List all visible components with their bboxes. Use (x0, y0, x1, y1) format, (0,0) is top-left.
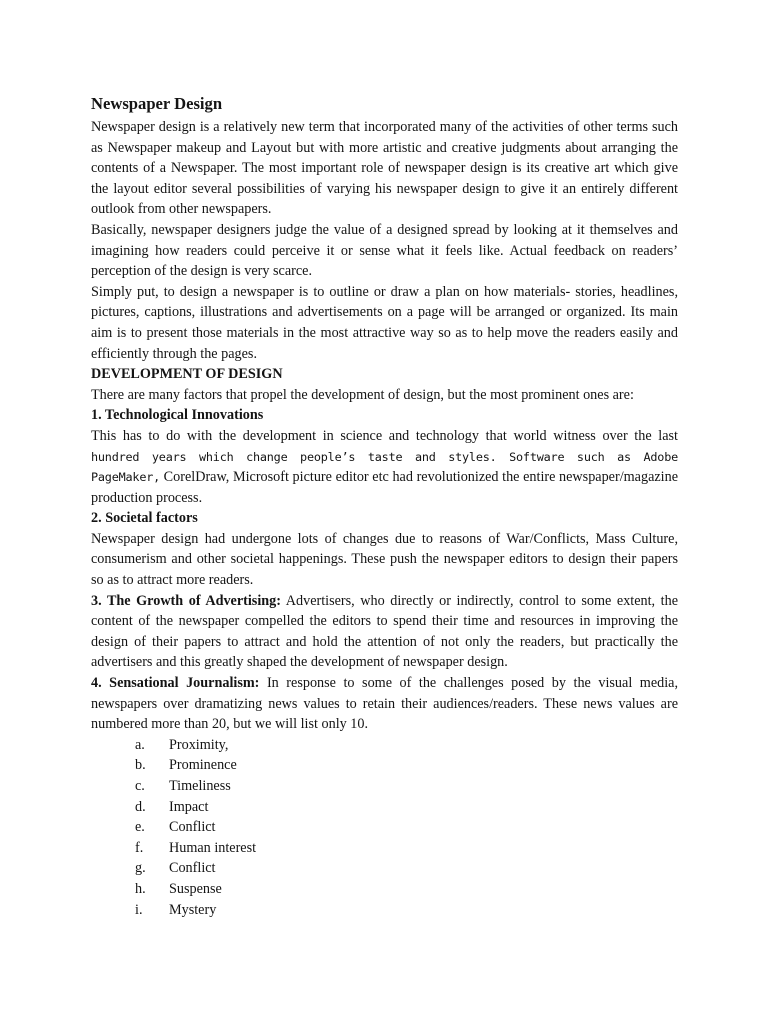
list-item-label: Proximity, (169, 736, 229, 753)
document-body (91, 93, 678, 920)
intro-paragraph-1: Newspaper design is a relatively new term that incorporated many of the activities of other terms such as Newspaper makeup and Layout but with more artistic and creative judgments about arranging the contents of a Newspaper. The most important role of newspaper design is its creative art which give the layout editor several possibilities of varying his newspaper design to give it an entirely different outlook from other newspapers. (91, 119, 678, 218)
news-values-list (91, 735, 678, 920)
factor-3-paragraph (91, 591, 678, 673)
factor-1-text-b: hundred years which change people’s taste and styles. Software such as Adobe PageMaker, (91, 449, 678, 485)
factor-3-heading: 3. The Growth of Advertising: (91, 592, 281, 609)
list-item-label: Impact (169, 798, 209, 815)
list-item (91, 858, 678, 879)
list-item-label: Human interest (169, 839, 257, 856)
factor-2-text: Newspaper design had undergone lots of changes due to reasons of War/Conflicts, Mass Culture, consumerism and other societal happenings. These push the newspaper editors to design their papers so as to attract more readers. (91, 530, 678, 589)
factor-1-text (91, 426, 678, 508)
factor-3-text: Advertisers, who directly or indirectly, control to some extent, the content of the newspaper compelled the editors to spend their time and resources in improving the design of their papers to attract and hold the attention of not only the readers, but practically the advertisers and this greatly shaped the development of newspaper design. (91, 592, 678, 671)
list-item-mark: d. (135, 798, 146, 815)
list-item-mark: i. (135, 901, 143, 918)
list-item (91, 776, 678, 797)
development-heading: DEVELOPMENT OF DESIGN (91, 366, 283, 383)
list-item (91, 755, 678, 776)
list-item-label: Prominence (169, 757, 237, 774)
list-item (91, 900, 678, 921)
factor-2-heading: 2. Societal factors (91, 510, 198, 527)
list-item (91, 797, 678, 818)
list-item (91, 735, 678, 756)
list-item-mark: g. (135, 860, 146, 877)
list-item (91, 838, 678, 859)
list-item-mark: a. (135, 736, 145, 753)
list-item-mark: b. (135, 757, 146, 774)
factor-4-heading: 4. Sensational Journalism: (91, 675, 260, 692)
intro-paragraph-3: Simply put, to design a newspaper is to outline or draw a plan on how materials- stories, headlines, pictures, captions, illustrations and advertisements on a page will be arranged or organized. Its main aim is to present those materials in the most attractive way so as to help move the readers easily and efficiently through the pages. (91, 283, 678, 362)
factor-1-text-c: CorelDraw, Microsoft picture editor etc had revolutionized the entire newspaper/magazine production process. (91, 469, 678, 506)
factor-1-heading: 1. Technological Innovations (91, 407, 264, 424)
factor-1-text-a: This has to do with the development in science and technology that world witness over the last (91, 427, 678, 444)
development-intro: There are many factors that propel the development of design, but the most prominent ones are: (91, 386, 634, 403)
list-item (91, 879, 678, 900)
list-item (91, 817, 678, 838)
list-item-label: Suspense (169, 880, 222, 897)
list-item-label: Conflict (169, 819, 216, 836)
factor-4-paragraph (91, 673, 678, 735)
list-item-mark: e. (135, 819, 145, 836)
list-item-mark: f. (135, 839, 144, 856)
list-item-label: Mystery (169, 901, 217, 918)
list-item-label: Conflict (169, 860, 216, 877)
factor-4-text: In response to some of the challenges posed by the visual media, newspapers over dramatizing news values to retain their audiences/readers. These news values are numbered more than 20, but we will list only 10. (91, 675, 679, 733)
list-item-mark: h. (135, 880, 146, 897)
intro-paragraph-2: Basically, newspaper designers judge the value of a designed spread by looking at it themselves and imagining how readers could perceive it or sense what it feels like. Actual feedback on readers’ perception of the design is very scarce. (91, 221, 678, 280)
list-item-label: Timeliness (169, 778, 231, 794)
list-item-mark: c. (135, 778, 145, 794)
document-title: Newspaper Design (91, 94, 223, 113)
